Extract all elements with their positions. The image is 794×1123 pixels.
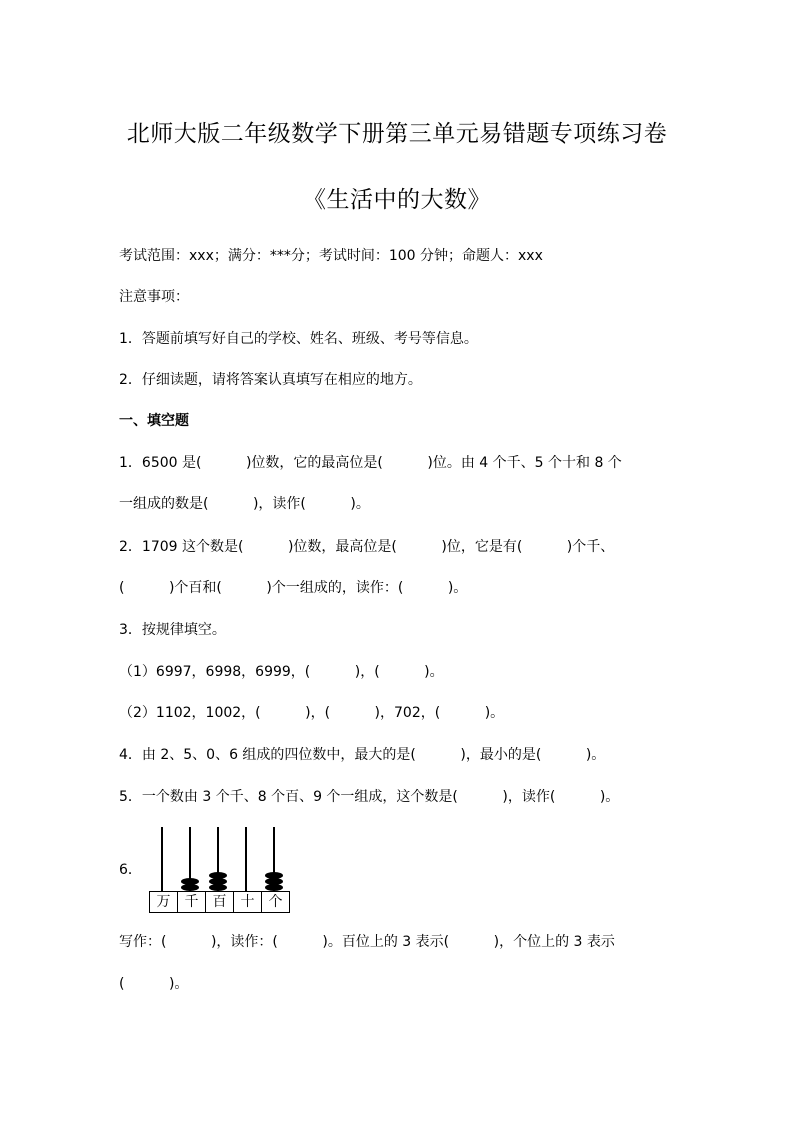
question-6-label: 6． — [119, 862, 142, 878]
question-6-line-1: 写作：( )，读作：( )。百位上的 3 表示( )，个位上的 3 表示 — [119, 934, 615, 950]
abacus-bead — [209, 884, 227, 891]
abacus-bead — [181, 884, 199, 891]
abacus-bead — [209, 878, 227, 885]
question-4: 4．由 2、5、0、6 组成的四位数中，最大的是( )，最小的是( )。 — [119, 747, 606, 763]
place-bai: 百 — [206, 892, 234, 912]
abacus-bead — [265, 872, 283, 879]
abacus-place-frame — [149, 891, 290, 913]
page-subtitle: 《生活中的大数》 — [303, 187, 491, 213]
notice-item-1: 1．答题前填写好自己的学校、姓名、班级、考号等信息。 — [119, 331, 478, 347]
question-3-sub-2: （2）1102，1002，( )，( )，702，( )。 — [119, 705, 505, 721]
question-6-line-2: ( )。 — [119, 976, 189, 992]
question-3-line-1: 3．按规律填空。 — [119, 622, 226, 638]
page-title: 北师大版二年级数学下册第三单元易错题专项练习卷 — [126, 121, 668, 147]
notice-item-2: 2．仔细读题，请将答案认真填写在相应的地方。 — [119, 372, 422, 388]
question-5: 5．一个数由 3 个千、8 个百、9 个一组成，这个数是( )，读作( )。 — [119, 789, 620, 805]
question-1-line-1: 1．6500 是( )位数，它的最高位是( )位。由 4 个千、5 个十和 8 个 — [119, 455, 622, 471]
abacus-rod-shi — [245, 827, 247, 891]
abacus-bead — [265, 884, 283, 891]
question-2-line-2: ( )个百和( )个一组成的，读作：( )。 — [119, 580, 468, 596]
question-2-line-1: 2．1709 这个数是( )位数，最高位是( )位，它是有( )个千、 — [119, 539, 615, 555]
abacus-rod-wan — [161, 827, 163, 891]
abacus-bead — [265, 878, 283, 885]
abacus-bead — [181, 878, 199, 885]
place-wan: 万 — [150, 892, 178, 912]
question-3-sub-1: （1）6997，6998，6999，( )，( )。 — [119, 664, 444, 680]
exam-info: 考试范围：xxx；满分：***分；考试时间：100 分钟；命题人：xxx — [119, 248, 543, 264]
place-ge: 个 — [268, 894, 283, 910]
section-heading: 一、填空题 — [119, 413, 189, 429]
question-1-line-2: 一组成的数是( )，读作( )。 — [119, 496, 370, 512]
place-shi: 十 — [234, 892, 262, 912]
notice-heading: 注意事项： — [119, 289, 189, 305]
place-qian: 千 — [178, 892, 206, 912]
abacus-bead — [209, 872, 227, 879]
abacus-diagram — [149, 827, 291, 913]
